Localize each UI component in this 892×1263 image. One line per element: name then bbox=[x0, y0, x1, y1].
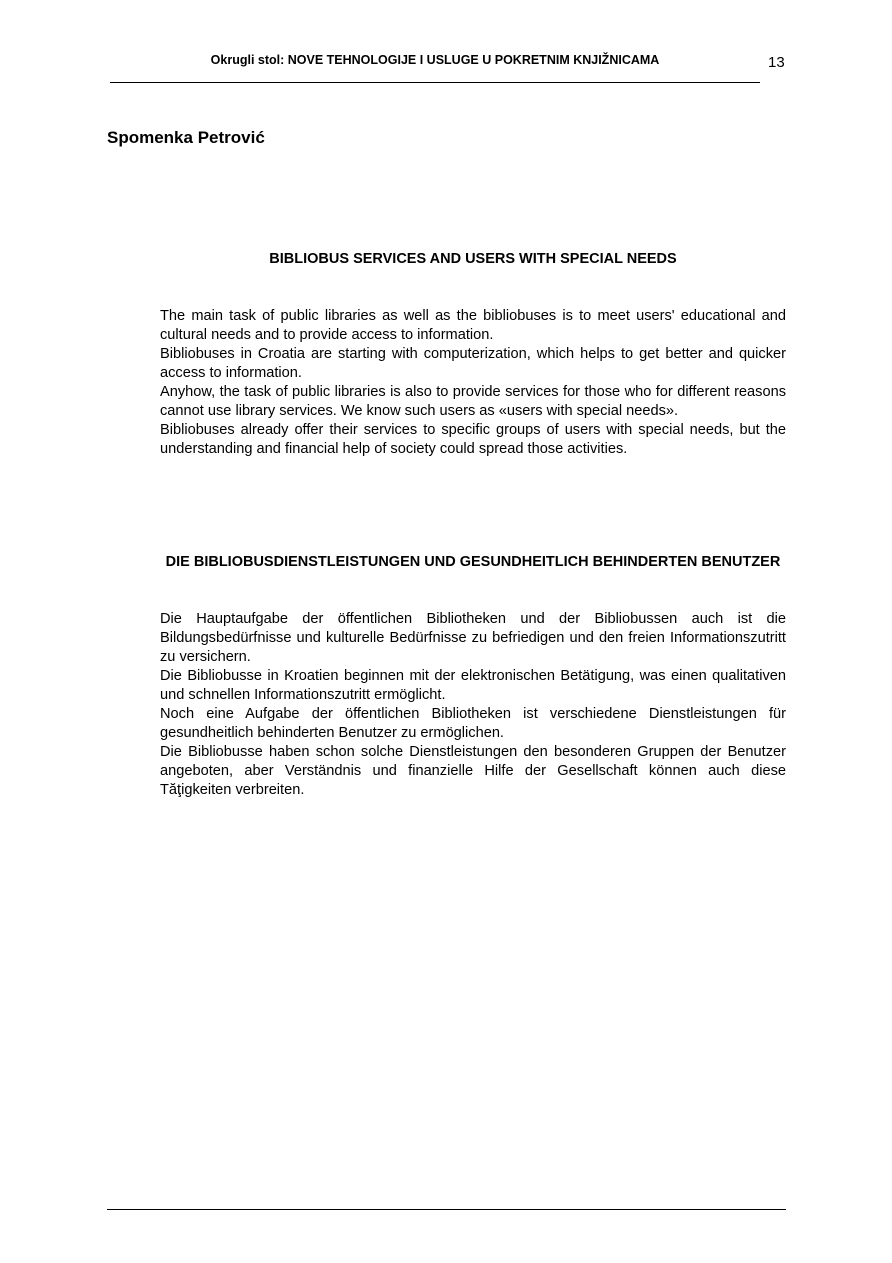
english-paragraph-3: Anyhow, the task of public libraries is also to provide services for those who for different reasons cannot use library services. We know such users as «users with special needs». bbox=[160, 384, 786, 419]
english-paragraph-1: The main task of public libraries as well as the bibliobuses is to meet users' educational and cultural needs and to provide access to information. bbox=[160, 308, 786, 343]
footer-rule bbox=[107, 1209, 786, 1210]
running-header-title: Okrugli stol: NOVE TEHNOLOGIJE I USLUGE U POKRETNIM KNJIŽNICAMA bbox=[210, 53, 660, 67]
author-name: Spomenka Petrović bbox=[107, 128, 265, 147]
german-paragraph-2: Die Bibliobusse in Kroatien beginnen mit der elektronischen Betätigung, was einen qualitativen und schnellen Informationszutritt ermöglicht. bbox=[160, 668, 786, 703]
english-paragraph-2: Bibliobuses in Croatia are starting with computerization, which helps to get better and quicker access to information. bbox=[160, 346, 786, 381]
german-abstract bbox=[160, 610, 786, 800]
english-paragraph-4: Bibliobuses already offer their services to specific groups of users with special needs, but the understanding and financial help of society could spread those activities. bbox=[160, 422, 786, 457]
english-abstract-title: BIBLIOBUS SERVICES AND USERS WITH SPECIAL NEEDS bbox=[269, 251, 677, 267]
header-rule bbox=[110, 82, 760, 83]
page-number: 13 bbox=[768, 54, 785, 71]
german-paragraph-3: Noch eine Aufgabe der öffentlichen Bibliotheken ist verschiedene Dienstleistungen für gesundheitlich behinderten Benutzer zu ermöglichen. bbox=[160, 706, 786, 741]
german-abstract-title: DIE BIBLIOBUSDIENSTLEISTUNGEN UND GESUNDHEITLICH BEHINDERTEN BENUTZER bbox=[165, 554, 781, 570]
german-paragraph-1: Die Hauptaufgabe der öffentlichen Bibliotheken und der Bibliobussen auch ist die Bildungsbedürfnisse und kulturelle Bedürfnisse zu befriedigen und den freien Informationszutritt zu versichern. bbox=[160, 611, 786, 665]
english-abstract bbox=[160, 307, 786, 459]
german-paragraph-4: Die Bibliobusse haben schon solche Dienstleistungen den besonderen Gruppen der Benutzer angeboten, aber Verständnis und finanzielle Hilfe der Gesellschaft können auch diese Tăţigkeiten verbreiten. bbox=[160, 744, 786, 798]
